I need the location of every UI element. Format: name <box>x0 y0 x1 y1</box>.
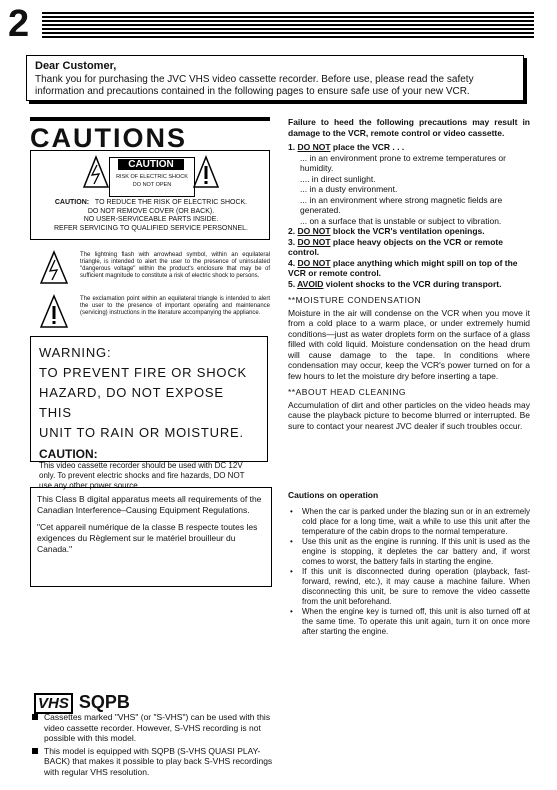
class-b-french: "Cet appareil numérique de la classe B respecte toutes les exigences du Règlement sur le matériel brouilleur du Canada." <box>37 522 258 554</box>
caution-label-box <box>30 150 270 240</box>
moisture-heading: **MOISTURE CONDENSATION <box>288 295 422 305</box>
moisture-text: Moisture in the air will condense on the VCR when you move it from a cold place to a warm place, or under extremely humid conditions—just as water droplets form on the surface of a glass filled with cold liquid. Moisture condensation on the head drum will cause damage to the tape. In conditions where condensation may occur, keep the VCR's power turned on for a few hours to let the moisture dry before inserting a tape. <box>288 307 530 381</box>
precautions-list <box>288 142 530 289</box>
caution-msg-4: REFER SERVICING TO QUALIFIED SERVICE PERSONNEL. <box>54 224 248 232</box>
exclamation-triangle-icon <box>193 155 219 189</box>
list-item: .... in direct sunlight. <box>300 173 376 184</box>
precautions-section <box>288 117 530 431</box>
head-cleaning-heading: **ABOUT HEAD CLEANING <box>288 387 407 397</box>
caution-banner: CAUTION <box>118 159 184 170</box>
warning-line-4: UNIT TO RAIN OR MOISTURE. <box>39 425 244 440</box>
warning-line-3: HAZARD, DO NOT EXPOSE THIS <box>39 385 224 420</box>
exclamation-explanation: The exclamation point within an equilateral triangle is intended to alert the user to the presence of important operating and maintenance (servicing) instructions in the literature accompanying the appliance. <box>80 296 270 316</box>
warning-line-2: TO PREVENT FIRE OR SHOCK <box>39 365 247 380</box>
exclamation-symbol-icon <box>40 294 68 330</box>
lightning-symbol-icon <box>40 250 68 286</box>
class-b-box <box>30 487 272 587</box>
greeting: Dear Customer, <box>35 60 117 72</box>
list-item: This model is equipped with SQPB (S-VHS QUASI PLAY-BACK) that makes it possible to play back S-VHS recordings with regular VHS resolution. <box>32 746 276 778</box>
list-item: • When the engine key is turned off, this unit is also turned off at the same time. To operate this unit again, turn it on once more after starting the engine. <box>288 607 530 637</box>
format-logos <box>34 692 130 714</box>
list-item: 1. DO NOT place the VCR . . . <box>288 142 405 152</box>
list-item: 3. DO NOT place heavy objects on the VCR or remote control. <box>288 236 503 257</box>
cautions-title: CAUTIONS <box>30 117 270 154</box>
precautions-intro: Failure to heed the following precautions may result in damage to the VCR, remote control or video cassette. <box>288 117 530 138</box>
caution-msg-1: TO REDUCE THE RISK OF ELECTRIC SHOCK. <box>94 199 248 206</box>
caution-banner-sub1: RISK OF ELECTRIC SHOCK <box>116 174 188 180</box>
list-item: Cassettes marked "VHS" (or "S-VHS") can be used with this video cassette recorder. However, S-VHS recording is not possible with this model. <box>32 712 276 744</box>
warning-caution-label: CAUTION: <box>39 447 98 461</box>
class-b-english: This Class B digital apparatus meets all requirements of the Canadian Interference–Causing Equipment Regulations. <box>37 494 262 515</box>
cautions-operation-heading: Cautions on operation <box>288 490 379 500</box>
list-item: ... in a dusty environment. <box>300 184 398 194</box>
list-item: 5. AVOID violent shocks to the VCR during transport. <box>288 278 502 289</box>
bottom-bullets <box>32 712 276 779</box>
caution-msg-2: DO NOT REMOVE COVER (OR BACK). <box>87 207 215 215</box>
caution-banner-sub2: DO NOT OPEN <box>132 182 172 188</box>
caution-message <box>31 199 271 233</box>
caution-msg-3: NO USER-SERVICEABLE PARTS INSIDE. <box>83 216 219 223</box>
head-cleaning-text: Accumulation of dirt and other particles on the video heads may cause the playback picture to become blurred or interrupted. Be sure to contact your nearest JVC dealer if such troubles occur. <box>288 399 530 431</box>
list-item: • When the car is parked under the blazing sun or in an extremely cold place for a long time, wait a while to use this unit after the temperature of the cabin drops to the normal temperature. <box>288 507 530 537</box>
list-item: 2. DO NOT block the VCR's ventilation openings. <box>288 226 485 236</box>
list-item: ... in an environment prone to extreme temperatures or humidity. <box>300 152 506 173</box>
sqpb-logo: SQPB <box>78 692 130 712</box>
lightning-triangle-icon <box>83 155 109 189</box>
page-number: 2 <box>8 3 30 45</box>
cautions-on-operation <box>288 490 530 637</box>
list-item: • Use this unit as the engine is running. If this unit is used as the engine is stopping, it depletes the car battery and, if worst comes to worst, the battery fails in starting the engine. <box>288 537 530 567</box>
warning-line-1: WARNING: <box>39 345 112 360</box>
list-item: ... in an environment where strong magnetic fields are generated. <box>300 194 503 215</box>
lightning-explanation: The lightning flash with arrowhead symbol, within an equilateral triangle, is intended to alert the user to the presence of uninsulated "dangerous voltage" within the product's enclosure that may be of sufficient magnitude to constitute a risk of electric shock to persons. <box>80 252 270 279</box>
greeting-text: Thank you for purchasing the JVC VHS video cassette recorder. Before use, please read the safety information and precautions contained in the following pages to ensure safe use of your new VCR. <box>35 74 474 97</box>
caution-msg-label: CAUTION: <box>54 199 90 206</box>
header-stripes <box>42 12 534 40</box>
list-item: ... on a surface that is unstable or subject to vibration. <box>300 215 502 226</box>
vhs-logo: VHS <box>34 693 73 714</box>
list-item: • If this unit is disconnected during operation (playback, fast-forward, rewind, etc.), it may cause a machine failure. When disconnecting this unit, be sure to remove the video cassette from the unit beforehand. <box>288 567 530 607</box>
warning-box <box>30 336 268 490</box>
warning-caution-text: This video cassette recorder should be used with DC 12V only. To prevent electric shocks and fire hazards, DO NOT use any other power source. <box>39 461 245 490</box>
dear-customer-box <box>26 55 524 101</box>
caution-sticker <box>109 157 195 197</box>
list-item: 4. DO NOT place anything which might spill on top of the VCR or remote control. <box>288 257 518 278</box>
